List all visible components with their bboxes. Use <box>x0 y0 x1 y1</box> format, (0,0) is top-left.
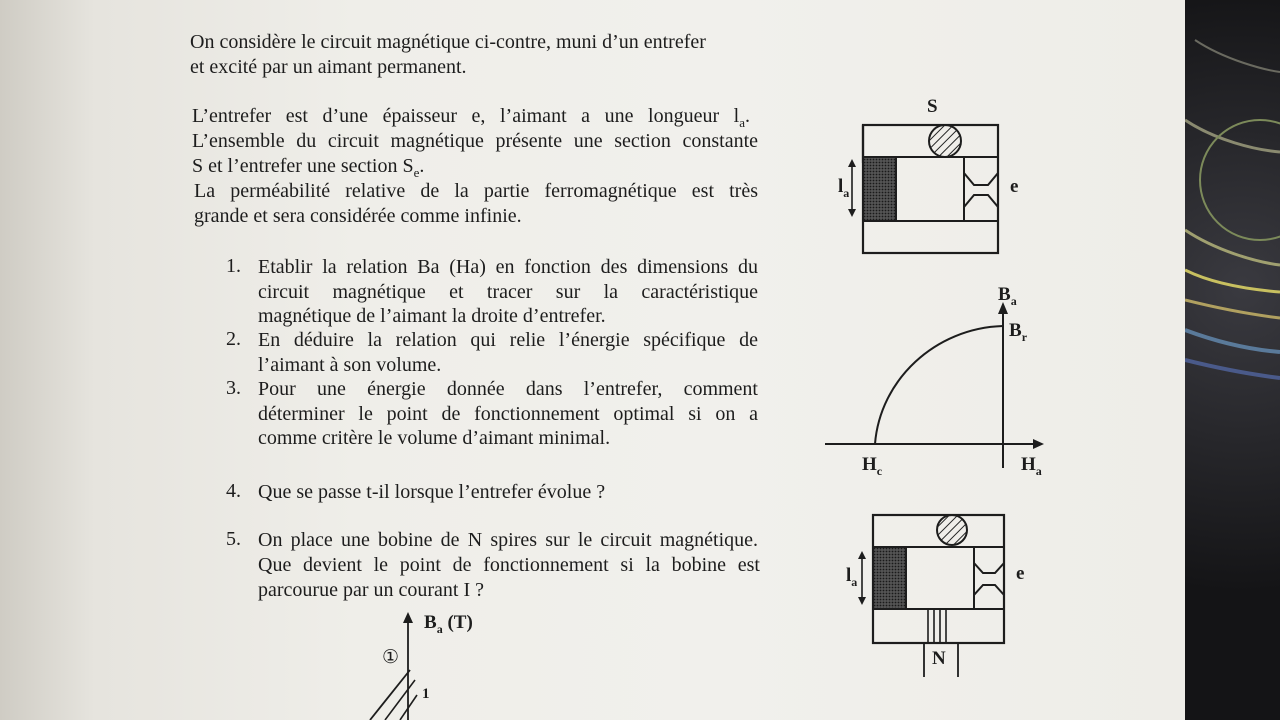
magnetic-circuit-figure <box>830 95 1030 265</box>
paragraph-line-5: grande et sera considérée comme infinie. <box>194 205 522 227</box>
demagnetization-curve-figure <box>825 290 1055 480</box>
question-2-number: 2. <box>226 328 241 350</box>
figure1-label-la: $l_a$ <box>838 176 850 200</box>
question-3-line-3: comme critère le volume d’aimant minimal. <box>258 427 611 449</box>
question-5-line-2: Que devient le point de fonctionnement si la bobine est <box>258 554 760 576</box>
question-2-line-1: En déduire la relation qui relie l’énergie spécifique de <box>258 329 758 351</box>
intro-line-2: et excité par un aimant permanent. <box>190 56 467 78</box>
question-3-number: 3. <box>226 377 241 399</box>
question-1-line-2: circuit magnétique et tracer sur la caractéristique <box>258 281 758 303</box>
paragraph-line-3: S et l’entrefer une section $S_e$. <box>192 155 425 180</box>
figure4-label-1: 1 <box>422 686 430 702</box>
intro-line-1: On considère le circuit magnétique ci-contre, muni d’un entrefer <box>190 31 706 53</box>
question-1-line-1: Etablir la relation Ba (Ha) en fonction des dimensions du <box>258 256 758 278</box>
figure1-label-s: S <box>927 96 938 117</box>
figure1-label-e: e <box>1010 176 1019 197</box>
question-4-line-1: Que se passe t-il lorsque l’entrefer évolue ? <box>258 481 606 503</box>
question-2-line-2: l’aimant à son volume. <box>258 354 442 376</box>
figure3-label-n: N <box>932 648 946 669</box>
paragraph-line-1: L’entrefer est d’une épaisseur e, l’aimant a une longueur $l_a$. <box>192 105 750 130</box>
figure2-label-ba: $B_a$ <box>998 284 1017 308</box>
figure2-label-ha: $H_a$ <box>1021 454 1042 478</box>
question-3-line-2: déterminer le point de fonctionnement optimal si on a <box>258 403 758 425</box>
question-3-line-1: Pour une énergie donnée dans l’entrefer, comment <box>258 378 758 400</box>
question-1-number: 1. <box>226 255 241 277</box>
figure2-label-br: $B_r$ <box>1009 320 1028 344</box>
question-5-line-1: On place une bobine de N spires sur le circuit magnétique. <box>258 529 758 551</box>
figure4-label-ba-unit: $B_a$ (T) <box>424 612 473 636</box>
question-4-number: 4. <box>226 480 241 502</box>
question-5-number: 5. <box>226 528 241 550</box>
background-surface <box>1185 0 1280 720</box>
figure3-label-la: $l_a$ <box>846 565 858 589</box>
question-1-line-3: magnétique de l’aimant la droite d’entrefer. <box>258 305 606 327</box>
figure3-label-e: e <box>1016 563 1025 584</box>
figure2-label-hc: $H_c$ <box>862 454 883 478</box>
figure4-label-circle-1: ① <box>382 647 400 668</box>
paragraph-line-2: L’ensemble du circuit magnétique présente une section constante <box>192 130 758 152</box>
question-5-line-3: parcourue par un courant I ? <box>258 579 484 601</box>
paragraph-line-4: La perméabilité relative de la partie ferromagnétique est très <box>194 180 758 202</box>
